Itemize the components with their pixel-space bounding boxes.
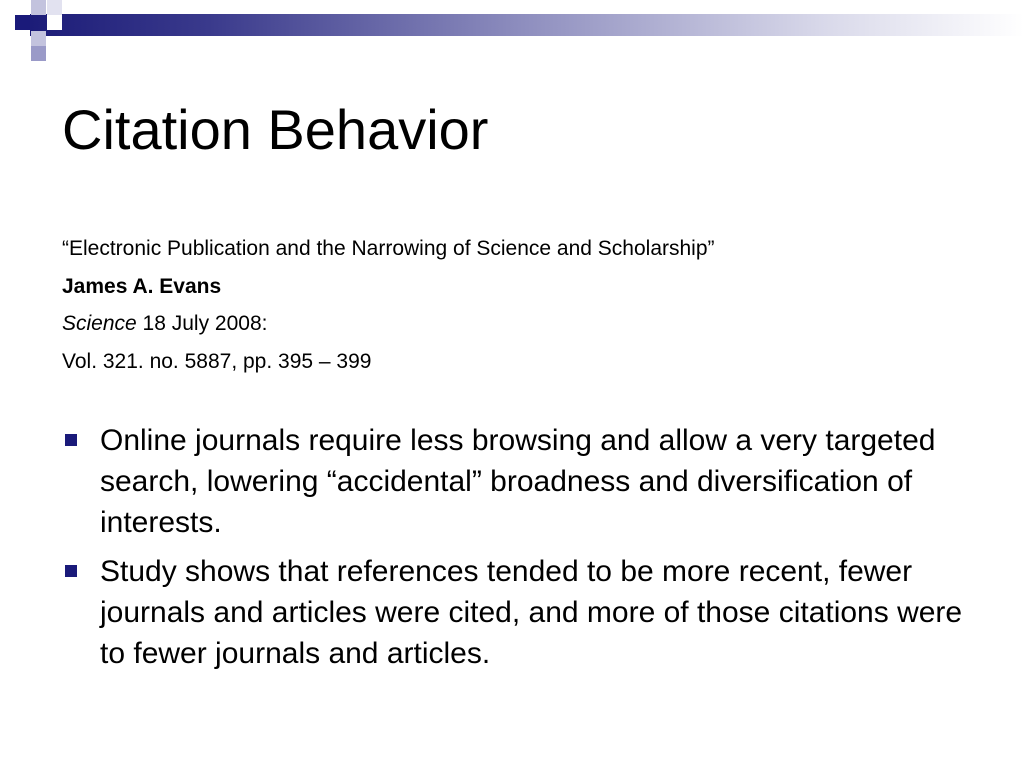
- square-bullet-icon: [65, 565, 77, 577]
- decorative-square: [47, 0, 62, 15]
- volume-pages: Vol. 321. no. 5887, pp. 395 – 399: [62, 349, 372, 373]
- article-title: “Electronic Publication and the Narrowing of Science and Scholarship”: [62, 237, 715, 260]
- list-item: [62, 420, 982, 543]
- decorative-square: [47, 15, 62, 30]
- decorative-square: [31, 46, 46, 61]
- author-name: James A. Evans: [62, 274, 222, 298]
- bullet-text: Online journals require less browsing and allow a very targeted search, lowering “accidental” broadness and diversification of interests.: [100, 424, 936, 539]
- square-bullet-icon: [65, 434, 77, 446]
- bullet-list: [62, 420, 982, 682]
- journal-date-line: [62, 305, 715, 343]
- journal-name: Science: [62, 312, 137, 335]
- list-item: [62, 551, 982, 674]
- bullet-text: Study shows that references tended to be more recent, fewer journals and articles were cited, and more of those citations were to fewer journals and articles.: [100, 555, 963, 670]
- citation-block: [62, 230, 715, 380]
- header-gradient-band: [30, 14, 1024, 36]
- decorative-square: [31, 0, 46, 15]
- slide-title: Citation Behavior: [62, 98, 489, 161]
- decorative-square: [15, 15, 30, 30]
- publication-date: 18 July 2008:: [136, 312, 268, 335]
- decorative-square: [31, 31, 46, 46]
